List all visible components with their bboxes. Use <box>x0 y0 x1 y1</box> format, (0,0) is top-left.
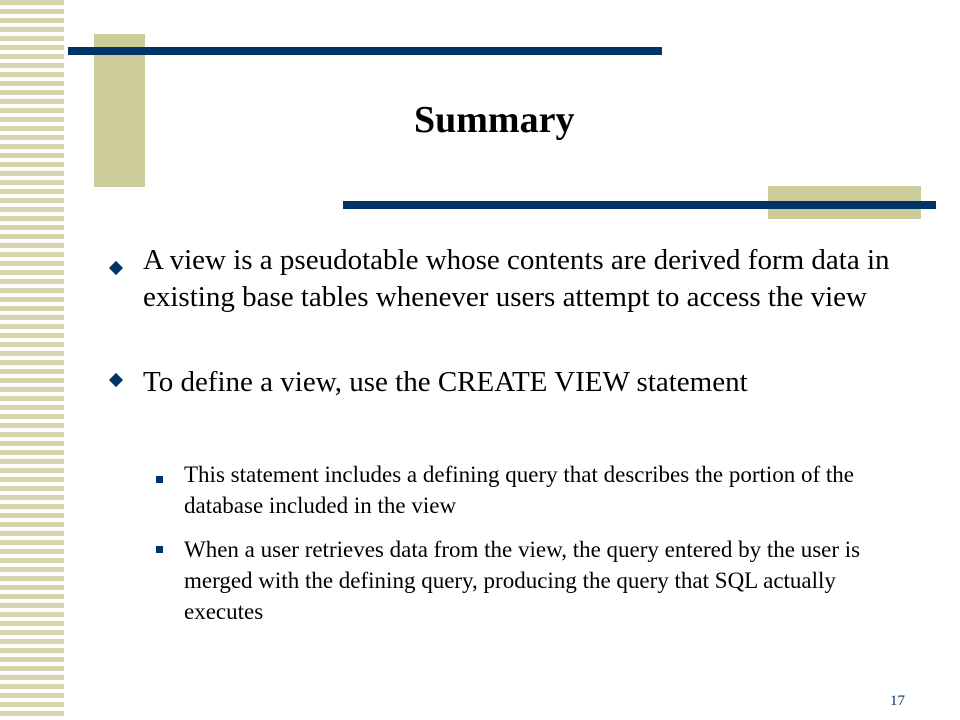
sub-bullet-item: This statement includes a defining query that describes the portion of the database included in the view <box>184 462 855 518</box>
bullet-item: To define a view, use the CREATE VIEW statement <box>143 366 748 398</box>
bullet-diamond-icon <box>109 373 123 387</box>
bullet-item: A view is a pseudotable whose contents are derived form data in existing base tables whenever users attempt to access the view <box>143 244 890 313</box>
slide-title: Summary <box>414 99 575 141</box>
sub-bullet-square-icon <box>156 546 163 553</box>
sub-bullet-item: When a user retrieves data from the view, the query entered by the user is merged with the defining query, producing the query that SQL actually executes <box>184 537 861 624</box>
page-number: 17 <box>890 693 905 709</box>
bullet-diamond-icon <box>109 261 123 275</box>
sub-bullet-square-icon <box>156 476 163 483</box>
